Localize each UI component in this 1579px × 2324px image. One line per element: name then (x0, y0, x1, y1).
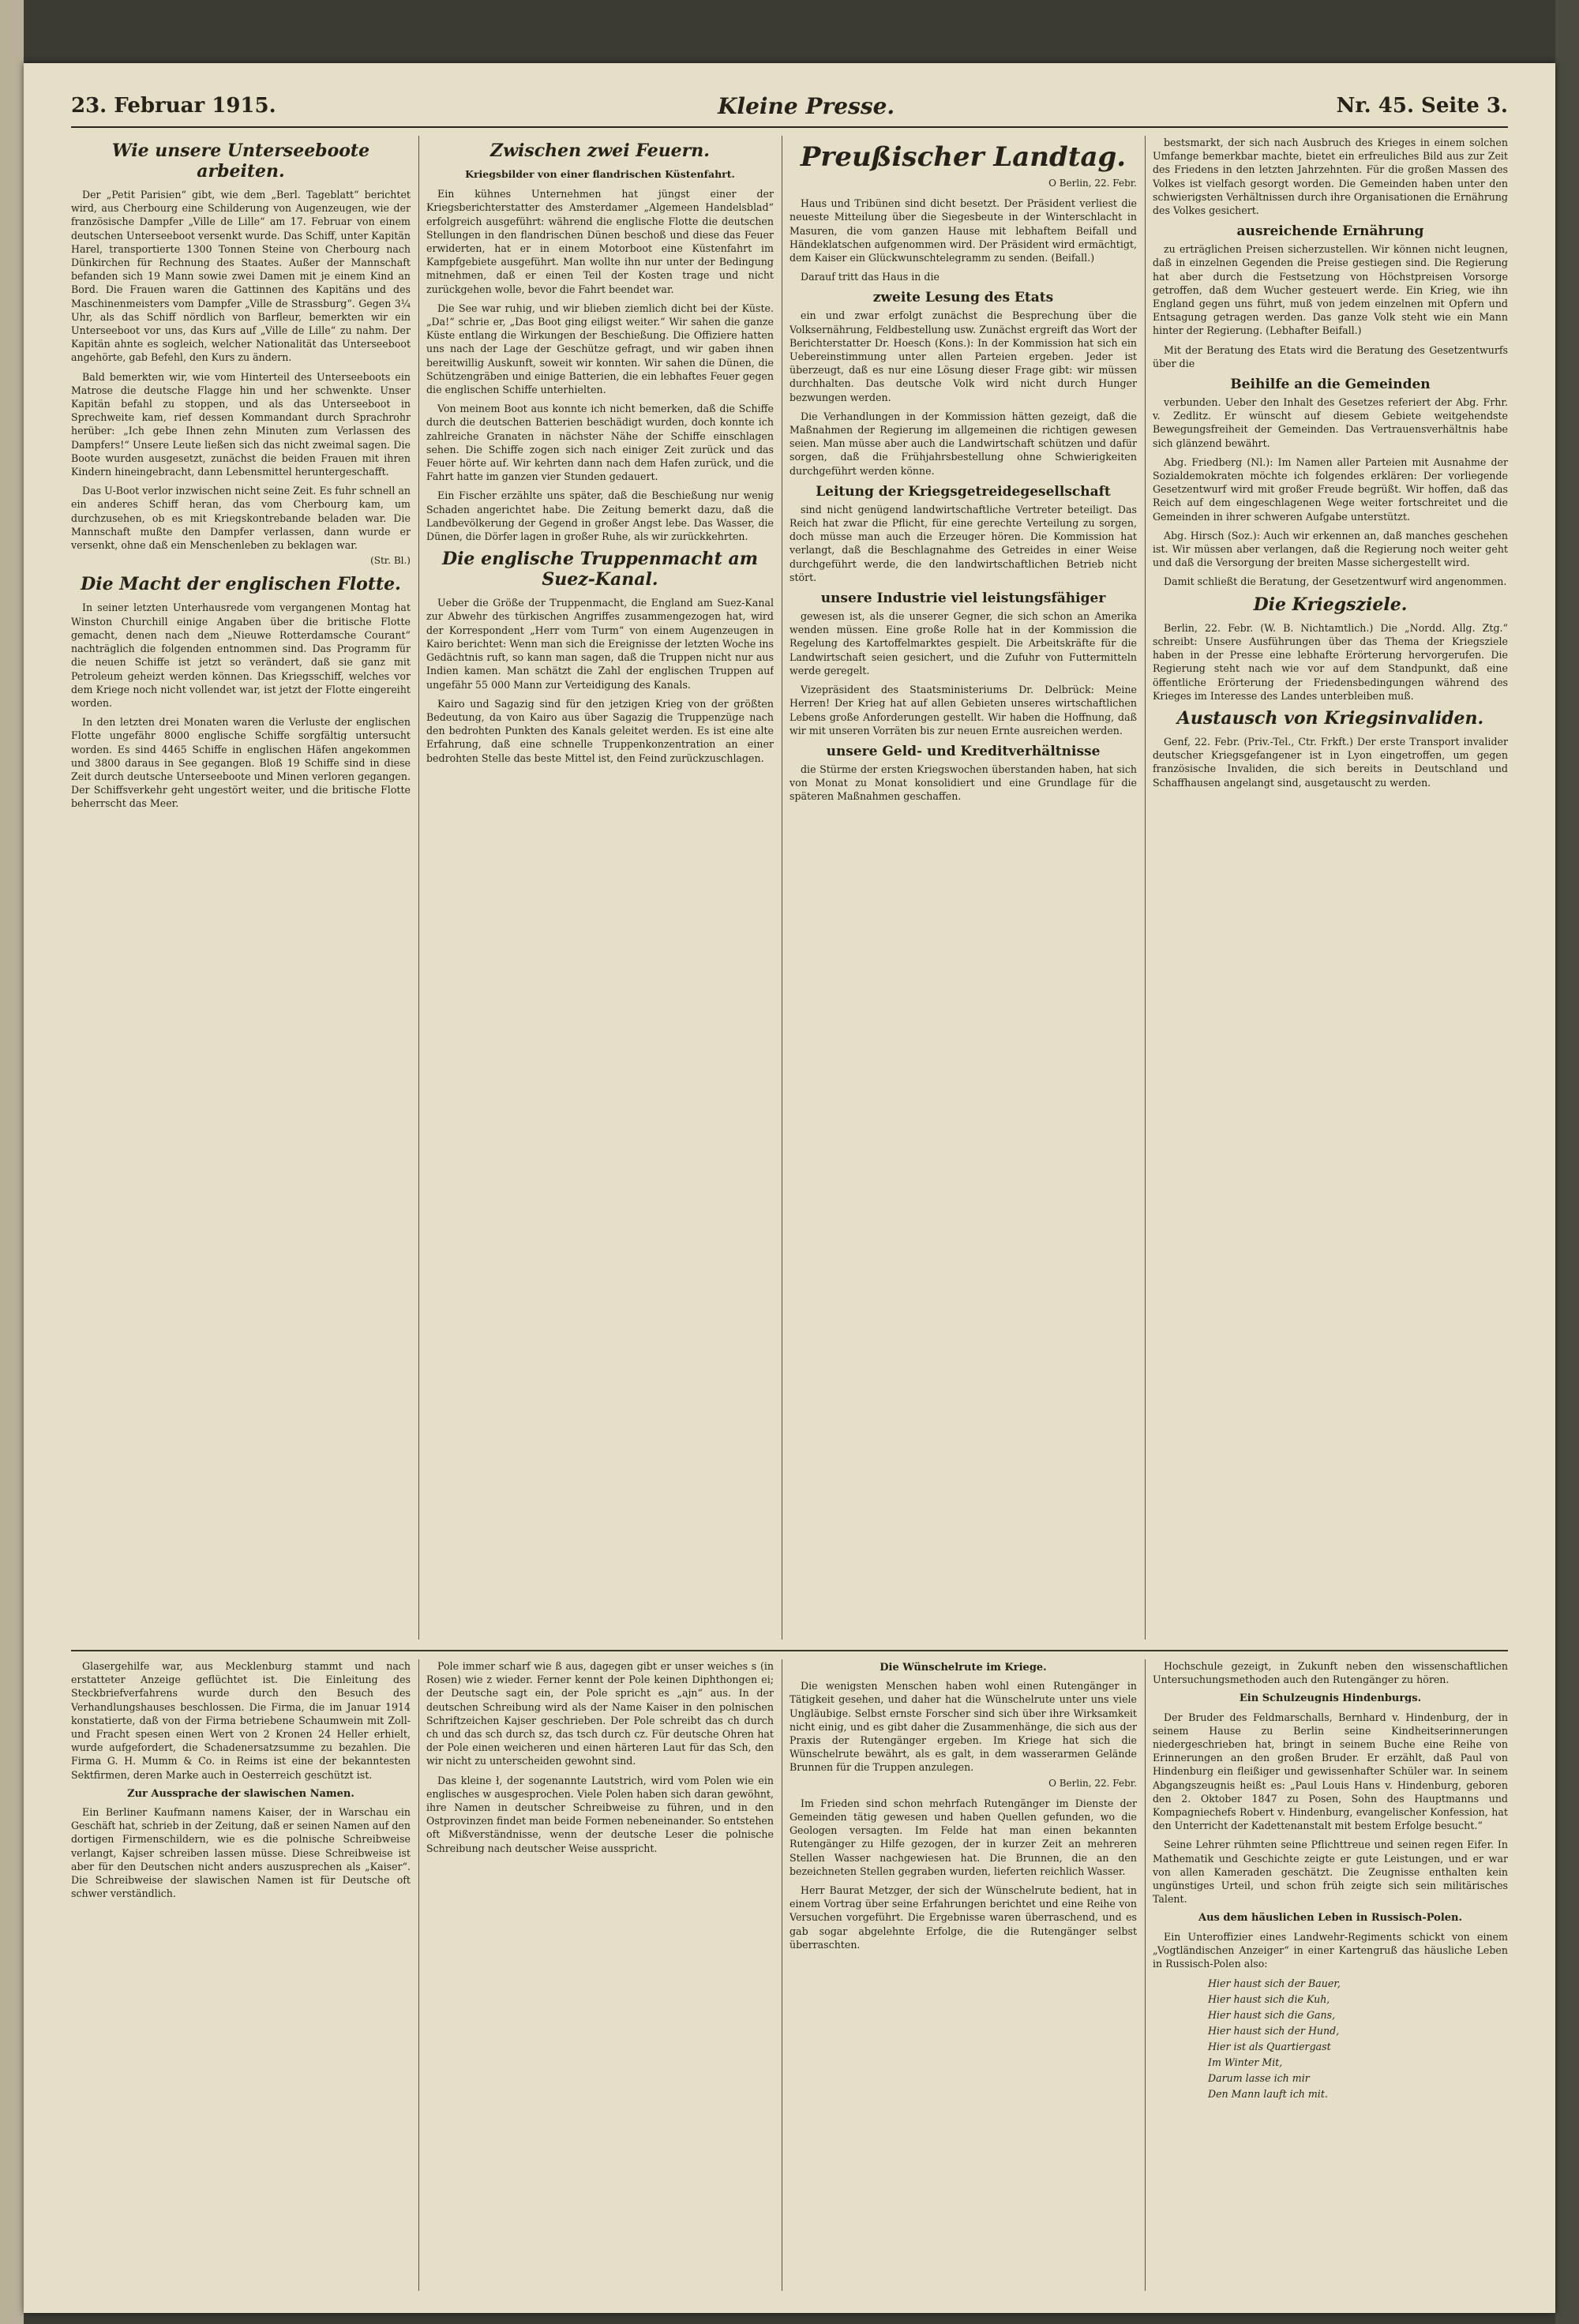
article-paragraph: Das U-Boot verlor inzwischen nicht seine Zeit. Es fuhr schnell an ein anderes Schiff heran, das vom Cherbourg kam, um durchzusehen, ob es mit Kriegskontrebande beladen war. Die Mannschaft mußte den Dampfer verlassen, dann wurde er versenkt, ohne daß ein Menschenleben zu beklagen war. (71, 485, 411, 552)
article-paragraph: Abg. Hirsch (Soz.): Auch wir erkennen an, daß manches geschehen ist. Wir müssen aber verlangen, daß die Regierung noch weiter geht und daß die Versorgung der breiten Masse sichergestellt wird. (1153, 529, 1508, 569)
article-paragraph: bestsmarkt, der sich nach Ausbruch des Krieges in einem solchen Umfange bemerkbar machte, bietet ein erfreuliches Bild aus zur Zeit des Friedens in den letzten Jahrzehnten. Für die großen Massen des Volkes ist vielfach gesorgt worden. Die Gemeinden haben unter den schwierigsten Verhältnissen durch ihre Organisationen die Ernährung des Volkes gesichert. (1153, 137, 1508, 217)
poem-line: Hier ist als Quartiergast (1208, 2041, 1331, 2053)
right-page-edge (1555, 0, 1579, 2324)
poem-line: Hier haust sich der Bauer, (1208, 1977, 1341, 1990)
article-title: Zur Aussprache der slawischen Namen. (127, 1787, 354, 1800)
lower-column-2 (426, 1659, 774, 2291)
article-paragraph: Abg. Friedberg (Nl.): Im Namen aller Parteien mit Ausnahme der Sozialdemokraten möchte ich folgendes erklären: Der vorliegende Gesetzentwurf wird mit großer Freude begrüßt. Wir hoffen, daß das Reich auf dem eingeschlagenen Wege weiter fortschreitet und die Gemeinden in ihrer schweren Aufgabe unterstützt. (1153, 455, 1508, 523)
article-paragraph: Die See war ruhig, und wir blieben ziemlich dicht bei der Küste. „Da!“ schrie er, „Das Boot ging eiligst weiter.“ Wir sahen die ganze Küste entlang die Wirkungen der Beschießung. Die Offiziere hatten uns nach der Lage der Geschütze gefragt, und wir gaben ihnen bereitwillig Auskunft, soweit wir konnten. Wir sahen die Dünen, die Schützengräben und einige Batterien, die ein lebhaftes Feuer gegen die englischen Schiffe unterhielten. (426, 302, 774, 396)
poem-line: Hier haust sich die Gans, (1208, 2009, 1336, 2022)
masthead (71, 85, 1508, 128)
article-subtitle: Kriegsbilder von einer flandrischen Küstenfahrt. (465, 168, 735, 180)
poem-line: Darum lasse ich mir (1208, 2072, 1310, 2085)
column-divider (418, 136, 419, 1640)
article-paragraph: In seiner letzten Unterhausrede vom vergangenen Montag hat Winston Churchill einige Angaben über die britische Flotte gemacht, denen nach dem „Nieuwe Rotterdamsche Courant“ nachträglich die folgenden entnommen sind. Das Programm für die neuen Schiffe ist jetzt so verändert, daß sie ganz mit Petroleum geheizt werden können. Das Kriegsschiff, welches vor dem Kriege noch nicht vollendet war, ist jetzt der Flotte eingereiht worden. (71, 602, 411, 709)
article-paragraph: In den letzten drei Monaten waren die Verluste der englischen Flotte ungefähr 8000 englische Schiffe sorgfältig untersucht worden. Es sind 4465 Schiffe in englischen Häfen angekommen und 3800 daraus in See gegangen. Bloß 19 Schiffe sind in diese Zeit durch deutsche Unterseeboote und Minen verloren gegangen. Der Schiffsverkehr geht ungestört weiter, und die britische Flotte beherrscht das Meer. (71, 716, 411, 810)
lower-column-3 (790, 1659, 1137, 2291)
article-title: Austausch von Kriegsinvaliden. (1176, 707, 1484, 729)
article-paragraph: sind nicht genügend landwirtschaftliche Vertreter beteiligt. Das Reich hat zwar die Pflicht, für eine gerechte Verteilung zu sorgen, doch müsse man auch die Erzeuger hören. Die Kommission hat verlangt, daß die Beschlagnahme des Getreides in einer Weise durchgeführt werde, die den landwirtschaftlichen Betrieb nicht stört. (790, 503, 1137, 583)
paper-title: Kleine Presse. (718, 92, 895, 119)
article-paragraph: Kairo und Sagazig sind für den jetzigen Krieg von der größten Bedeutung, da von Kairo aus über Sagazig die Truppenzüge nach den bedrohten Punkten des Kanals geleitet werden. Es ist eine alte Erfahrung, daß eine schnelle Truppenkonzentration an einer bedrohten Stelle das beste Mittel ist, den Feind zurückzuschlagen. (426, 697, 774, 764)
article-paragraph: zu erträglichen Preisen sicherzustellen. Wir können nicht leugnen, daß in einzelnen Gegenden die Preise gestiegen sind. Die Regierung hat aber durch die Festsetzung von Höchstpreisen Vorsorge getroffen, daß dem Wucher gesteuert werde. Ein Krieg, wie ihn England gegen uns führt, muß von jedem einzelnen mit Opfern und Entsagung getragen werden. Das ganze Volk steht wie ein Mann hinter der Regierung. (Lebhafter Beifall.) (1153, 243, 1508, 337)
dateline: O Berlin, 22. Febr. (1048, 178, 1137, 189)
article-title: Die Kriegsziele. (1253, 594, 1408, 615)
article-title: Die englische Truppenmacht am Suez-Kanal. (441, 549, 758, 590)
article-paragraph: Hochschule gezeigt, in Zukunft neben den wissenschaftlichen Untersuchungsmethoden auch den Rutengänger zu hören. (1153, 1660, 1508, 1686)
article-paragraph: Mit der Beratung des Etats wird die Beratung des Gesetzentwurfs über die (1153, 343, 1508, 369)
article-title: Preußischer Landtag. (800, 141, 1127, 173)
article-paragraph: ein und zwar erfolgt zunächst die Besprechung über die Volksernährung, Feldbestellung usw. Zunächst ergreift das Wort der Berichterstatter Dr. Hoesch (Kons.): In der Kommission hat sich ein Uebereinstimmung unter allen Parteien ergeben. Jeder ist überzeugt, daß es nur eine Lösung dieser Frage gibt: wir müssen durchhalten. Das deutsche Volk wird nicht durch Hunger bezwungen werden. (790, 309, 1137, 403)
article-paragraph: Genf, 22. Febr. (Priv.-Tel., Ctr. Frkft.) Der erste Transport invalider deutscher Kriegsgefangener ist in Lyon eingetroffen, um gegen französische Invaliden, die sich bereits in Deutschland und Schaffhausen angelangt sind, ausgetauscht zu werden. (1153, 735, 1508, 789)
article-paragraph: Von meinem Boot aus konnte ich nicht bemerken, daß die Schiffe durch die deutschen Batterien beschädigt wurden, doch konnte ich zahlreiche Granaten in nächster Nähe der Schiffe einschlagen sehen. Die Schiffe zogen sich nach einiger Zeit zurück und das Feuer hörte auf. Wir kehrten dann nach dem Hafen zurück, und die Fahrt hatte im ganzen vier Stunden gedauert. (426, 403, 774, 483)
column-4 (1153, 136, 1508, 1640)
poem-line: Hier haust sich die Kuh, (1208, 1993, 1330, 2006)
article-source: (Str. Bl.) (370, 555, 411, 567)
section-subheading: unsere Industrie viel leistungsfähiger (820, 590, 1106, 607)
article-paragraph: Bald bemerkten wir, wie vom Hinterteil des Unterseeboots ein Matrose die deutsche Flagge hin und her schwenkte. Unser Kapitän befahl zu stoppen, und als das Unterseeboot in Sprechweite kam, rief dessen Kommandant durch Sprachrohr herüber: „Ich gebe Ihnen zehn Minuten zum Verlassen des Dampfers!“ Unsere Leute ließen sich das nicht zweimal sagen. Die Boote wurden ausgesetzt, zunächst die beiden Frauen mit ihren Kindern hineingebracht, dann Lebensmittel heruntergeschafft. (71, 370, 411, 478)
issue-date: 23. Februar 1915. (71, 94, 276, 118)
column-divider (1145, 136, 1146, 1640)
section-subheading: zweite Lesung des Etats (872, 290, 1054, 306)
article-paragraph: Herr Baurat Metzger, der sich der Wünschelrute bedient, hat in einem Vortrag über seine Erfahrungen berichtet und eine Reihe von Versuchen vorgeführt. Die Ergebnisse waren überraschend, und es gab sogar abgelehnte Erfolge, die die Rutengänger selbst überraschten. (790, 1884, 1137, 1951)
section-subheading: ausreichende Ernährung (1236, 223, 1424, 240)
article-paragraph: Im Frieden sind schon mehrfach Rutengänger im Dienste der Gemeinden tätig gewesen und haben Quellen gefunden, wo die Geologen versagten. Im Felde hat man einen bekannten Rutengänger zu Hilfe gezogen, der in kurzer Zeit an mehreren Stellen Wasser nachgewiesen hat. Die Brunnen, die an den bezeichneten Stellen gegraben wurden, lieferten reichlich Wasser. (790, 1797, 1137, 1877)
column-1 (71, 136, 411, 1640)
section-subheading: unsere Geld- und Kreditverhältnisse (826, 743, 1101, 759)
poem-line: Den Mann lauft ich mit. (1208, 2088, 1328, 2101)
poem (1208, 1976, 1508, 2102)
lower-column-1 (71, 1659, 411, 2291)
article-title: Ein Schulzeugnis Hindenburgs. (1239, 1692, 1422, 1705)
dateline: O Berlin, 22. Febr. (1048, 1777, 1137, 1789)
article-paragraph: Ein Fischer erzählte uns später, daß die Beschießung nur wenig Schaden angerichtet habe. Die Zeitung bemerkt dazu, daß die Landbevölkerung der Gegend in großer Angst lebe. Das Wasser, die Dünen, die Dörfer lagen in großer Ruhe, als wir zurückkehrten. (426, 489, 774, 543)
column-divider (1145, 1659, 1146, 2291)
article-paragraph: Das kleine ł, der sogenannte Lautstrich, wird vom Polen wie ein englisches w ausgesprochen. Viele Polen haben sich daran gewöhnt, ihre Namen in deutscher Schreibweise zu führen, und in den Ostprovinzen findet man beide Formen nebeneinander. So entstehen oft Mißverständnisse, wenn der deutsche Leser die polnische Schreibung nach deutscher Weise ausspricht. (426, 1774, 774, 1854)
article-paragraph: verbunden. Ueber den Inhalt des Gesetzes referiert der Abg. Frhr. v. Zedlitz. Er wünscht auf diesem Gebiete weitgehendste Bewegungsfreiheit der Gemeinden. Das Vertrauensverhältnis habe sich glänzend bewährt. (1153, 396, 1508, 449)
column-divider (418, 1659, 419, 2291)
article-paragraph: Der Bruder des Feldmarschalls, Bernhard v. Hindenburg, der in seinem Hause zu Berlin seine Kindheitserinnerungen niedergeschrieben hat, bringt in seinem Buche eine Reihe von Erinnerungen an den großen Bruder. Er erzählt, daß Paul von Hindenburg ein fleißiger und gewissenhafter Schüler war. In seinem Abgangszeugnis heißt es: „Paul Louis Hans v. Hindenburg, geboren den 2. Oktober 1847 zu Posen, Sohn des Hauptmanns und Kompagniechefs Robert v. Hindenburg, evangelischer Konfession, hat den Unterricht der Kadettenanstalt mit bestem Erfolge besucht.“ (1153, 1711, 1508, 1832)
section-subheading: Leitung der Kriegsgetreidegesellschaft (816, 483, 1111, 500)
article-paragraph: Die Verhandlungen in der Kommission hätten gezeigt, daß die Maßnahmen der Regierung im allgemeinen die richtigen gewesen seien. Man müsse aber auch die Landwirtschaft schützen und dafür sorgen, daß die Frühjahrsbestellung ohne Schwierigkeiten durchgeführt werden könne. (790, 410, 1137, 477)
poem-line: Im Winter Mit, (1208, 2056, 1283, 2069)
article-paragraph: Damit schließt die Beratung, der Gesetzentwurf wird angenommen. (1164, 575, 1507, 588)
article-paragraph: Glasergehilfe war, aus Mecklenburg stammt und nach erstatteter Anzeige geflüchtet ist. Die Einleitung des Steckbriefverfahrens wurde durch den Besuch des Verhandlungshauses beschlossen. Die Firma, die im Januar 1914 konstatierte, daß von der Firma betriebene Schaumwein mit Zoll- und Fracht spesen einen Wert von 2 Kronen 24 Heller erhielt, wurde aufgefordert, die Schadenersatzsumme zu bezahlen. Die Firma G. H. Mumm & Co. in Reims ist eine der bekanntesten Sektfirmen, deren Marke auch in Oesterreich geschützt ist. (71, 1660, 411, 1781)
left-page-edge (0, 0, 24, 2324)
article-paragraph: Ein Berliner Kaufmann namens Kaiser, der in Warschau ein Geschäft hat, schrieb in der Zeitung, daß er seinen Namen auf den dortigen Firmenschildern, wie es die polnische Schreibweise verlangt, Kajser schreiben lassen müsse. Diese Schreibweise ist aber für den Deutschen nicht anders auszusprechen als „Kaiser“. Die Schreibweise der slawischen Namen ist für Deutsche oft schwer verständlich. (71, 1806, 411, 1900)
article-paragraph: Darauf tritt das Haus in die (801, 271, 940, 283)
article-title: Zwischen zwei Feuern. (490, 141, 710, 161)
article-title: Wie unsere Unterseeboote arbeiten. (111, 141, 370, 182)
newspaper-page (24, 63, 1555, 2313)
column-3 (790, 136, 1137, 1640)
section-subheading: Beihilfe an die Gemeinden (1230, 377, 1431, 393)
article-title: Die Macht der englischen Flotte. (81, 574, 401, 595)
article-paragraph: Der „Petit Parisien“ gibt, wie dem „Berl. Tageblatt“ berichtet wird, aus Cherbourg eine Schilderung von Augenzeugen, wie der französische Dampfer „Ville de Lille“ am 17. Februar von einem deutschen Unterseeboot versenkt wurde. Das Schiff, unter Kapitän Harel, transportierte 1300 Tonnen Steine von Cherbourg nach Dünkirchen für Rechnung des Staates. Außer der Mannschaft befanden sich 19 Mann sowie zwei Damen mit je einem Kind an Bord. Die Frauen waren die Gattinnen des Kapitäns und des Maschinenmeisters vom Dampfer „Ville de Strassburg“. Gegen 3¼ Uhr, als das Schiff nördlich von Barfleur, bemerkten wir ein Unterseeboot vor uns, das Kurs auf „Ville de Lille“ zu nahm. Der Kapitän ahnte es sogleich, welcher Nationalität das Unterseeboot angehörte, gab Befehl, den Kurs zu ändern. (71, 189, 411, 364)
lower-column-4 (1153, 1659, 1508, 2291)
article-paragraph: Haus und Tribünen sind dicht besetzt. Der Präsident verliest die neueste Mitteilung über die Siegesbeute in der Winterschlacht in Masuren, die vom ganzen Hause mit lebhaftem Beifall und Händeklatschen aufgenommen wird. Der Präsident wird ermächtigt, dem Kaiser ein Glückwunschtelegramm zu senden. (Beifall.) (790, 197, 1137, 264)
page-number: Nr. 45. Seite 3. (1336, 94, 1508, 118)
article-title: Die Wünschelrute im Kriege. (880, 1662, 1047, 1674)
article-paragraph: Ueber die Größe der Truppenmacht, die England am Suez-Kanal zur Abwehr des türkischen Angriffes zusammengezogen hat, wird der Korrespondent „Herr vom Turm“ von einem Augenzeugen in Kairo berichtet: Wenn man sich die Ereignisse der letzten Woche ins Gedächtnis ruft, so kann man sagen, daß die Truppen nicht nur aus Indien kamen. Man schätzt die Zahl der englischen Truppen auf ungefähr 55 000 Mann zur Verteidigung des Kanals. (426, 597, 774, 691)
article-title: Aus dem häuslichen Leben in Russisch-Polen. (1198, 1912, 1463, 1925)
column-2 (426, 136, 774, 1640)
poem-line: Hier haust sich der Hund, (1208, 2025, 1340, 2037)
article-paragraph: Ein Unteroffizier eines Landwehr-Regiments schickt von einem „Vogtländischen Anzeiger“ in einer Kartengruß das häusliche Leben in Russisch-Polen also: (1153, 1930, 1508, 1970)
article-paragraph: Vizepräsident des Staatsministeriums Dr. Delbrück: Meine Herren! Der Krieg hat auf allen Gebieten unseres wirtschaftlichen Lebens große Anforderungen gestellt. Wir haben die Hoffnung, daß wir mit unseren Vorräten bis zur neuen Ernte ausreichen werden. (790, 684, 1137, 737)
article-paragraph: Seine Lehrer rühmten seine Pflichttreue und seinen regen Eifer. In Mathematik und Geschichte zeigte er gute Leistungen, und er war von allen Kameraden geschätzt. Die Zeugnisse enthalten kein ungünstiges Urteil, und schon früh zeigte sich sein militärisches Talent. (1153, 1839, 1508, 1906)
feuilleton-separator (71, 1650, 1508, 1651)
article-paragraph: Berlin, 22. Febr. (W. B. Nichtamtlich.) Die „Nordd. Allg. Ztg.“ schreibt: Unsere Ausführungen über das Thema der Kriegsziele haben in der Presse eine lebhafte Erörterung hervorgerufen. Die Regierung steht nach wie vor auf dem Standpunkt, daß eine öffentliche Erörterung der Friedensbedingungen während des Krieges im Interesse des Landes unterbleiben muß. (1153, 621, 1508, 702)
article-paragraph: die Stürme der ersten Kriegswochen überstanden haben, hat sich von Monat zu Monat konsolidiert und eine Grundlage für die späteren Maßnahmen geschaffen. (790, 763, 1137, 803)
article-paragraph: Ein kühnes Unternehmen hat jüngst einer der Kriegsberichterstatter des Amsterdamer „Algemeen Handelsblad“ erfolgreich ausgeführt: während die englische Flotte die deutschen Stellungen in den flandrischen Dünen beschoß und diese das Feuer erwiderten, hat er in einem Motorboot eine Küstenfahrt im Kampfgebiete ausgeführt. Man wollte ihn nur unter der Bedingung mitnehmen, daß er einen Teil der Kosten trage und nicht zurückgehen wolle, bevor die Fahrt beendet war. (426, 188, 774, 295)
article-paragraph: Pole immer scharf wie ß aus, dagegen gibt er unser weiches s (in Rosen) wie z wieder. Ferner kennt der Pole keinen Diphthongen ei; der Deutsche sagt ein, der Pole spricht es „ajn“ aus. In der deutschen Schreibung wird als der Name Kaiser in den polnischen Schriftzeichen Kajser geschrieben. Der Pole schreibt das ch durch ch und das sch durch sz, das tsch durch cz. Für deutsche Ohren hat der Pole einen weicheren und einen härteren Laut für das Sch, den wir nicht zu unterscheiden gewohnt sind. (426, 1660, 774, 1767)
article-paragraph: Die wenigsten Menschen haben wohl einen Rutengänger in Tätigkeit gesehen, und daher hat die Wünschelrute unter uns viele Ungläubige. Selbst ernste Forscher sind sich über ihre Wirksamkeit nicht einig, und es gibt daher die Zusammenhänge, die sich aus der Praxis der Rutengänger ergeben. Im Kriege hat sich die Wünschelrute bewährt, als es galt, in dem wasserarmen Gelände Brunnen für die Truppen anzulegen. (790, 1680, 1137, 1774)
article-paragraph: gewesen ist, als die unserer Gegner, die sich schon an Amerika wenden müssen. Eine große Rolle hat in der Kommission die Regelung des Kartoffelmarktes gespielt. Die Arbeitskräfte für die Landwirtschaft seien gesichert, und die Zufuhr von Futtermitteln werde geregelt. (790, 610, 1137, 677)
